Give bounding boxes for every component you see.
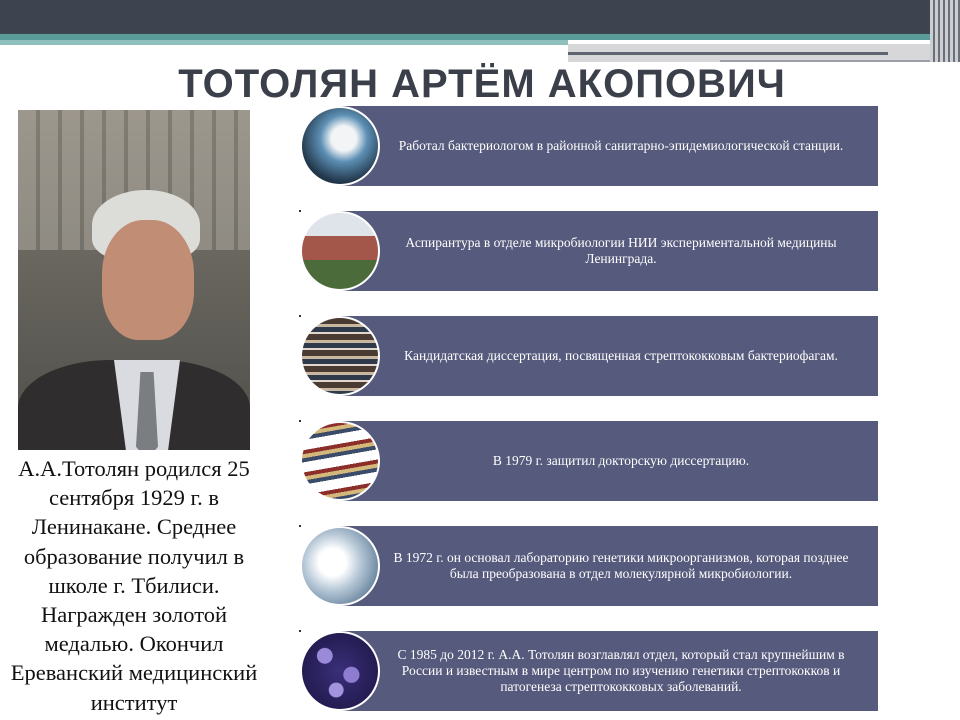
timeline-marker xyxy=(299,525,301,527)
timeline-text: Кандидатская диссертация, посвященная стрептококковым бактериофагам. xyxy=(404,348,838,363)
timeline-text: В 1972 г. он основал лабораторию генетики микроорганизмов, которая позднее была преобразована в отдел молекулярной микробиологии. xyxy=(393,550,849,581)
microscope-lab-photo xyxy=(300,106,380,186)
timeline-text: В 1979 г. защитил докторскую диссертацию. xyxy=(492,453,750,468)
timeline-marker xyxy=(299,210,301,212)
timeline-item xyxy=(300,211,878,291)
timeline-text: Аспирантура в отделе микробиологии НИИ экспериментальной медицины Ленинграда. xyxy=(405,235,837,266)
timeline-marker xyxy=(299,315,301,317)
header-stripes xyxy=(930,0,960,62)
books-photo xyxy=(300,421,380,501)
institute-building-photo xyxy=(300,211,380,291)
header-divider-dark xyxy=(568,52,888,55)
timeline-marker xyxy=(299,420,301,422)
timeline-text: С 1985 до 2012 г. А.А. Тотолян возглавлял отдел, который стал крупнейшим в России и известным в мире центром по изучению генетики стрептококков и патогенеза стрептококковых заболеваний. xyxy=(397,647,845,694)
timeline-item xyxy=(300,631,878,711)
timeline-item xyxy=(300,106,878,186)
timeline-text: Работал бактериологом в районной санитарно-эпидемиологической станции. xyxy=(398,138,844,153)
header-band xyxy=(0,0,960,34)
timeline-item xyxy=(300,316,878,396)
timeline-item xyxy=(300,526,878,606)
timeline-marker xyxy=(299,630,301,632)
timeline-item xyxy=(300,421,878,501)
portrait-photo xyxy=(18,110,250,450)
header-accent-line-light xyxy=(0,40,568,45)
book-stack-photo xyxy=(300,316,380,396)
biography-text: А.А.Тотолян родился 25 сентября 1929 г. в Ленинакане. Среднее образование получил в школе г. Тбилиси. Награжден золотой медалью. Окончил Ереванский медицинский институт xyxy=(10,456,258,715)
slide-title: ТОТОЛЯН АРТЁМ АКОПОВИЧ xyxy=(178,62,786,106)
laboratory-photo xyxy=(300,526,380,606)
bacteria-photo xyxy=(300,631,380,711)
